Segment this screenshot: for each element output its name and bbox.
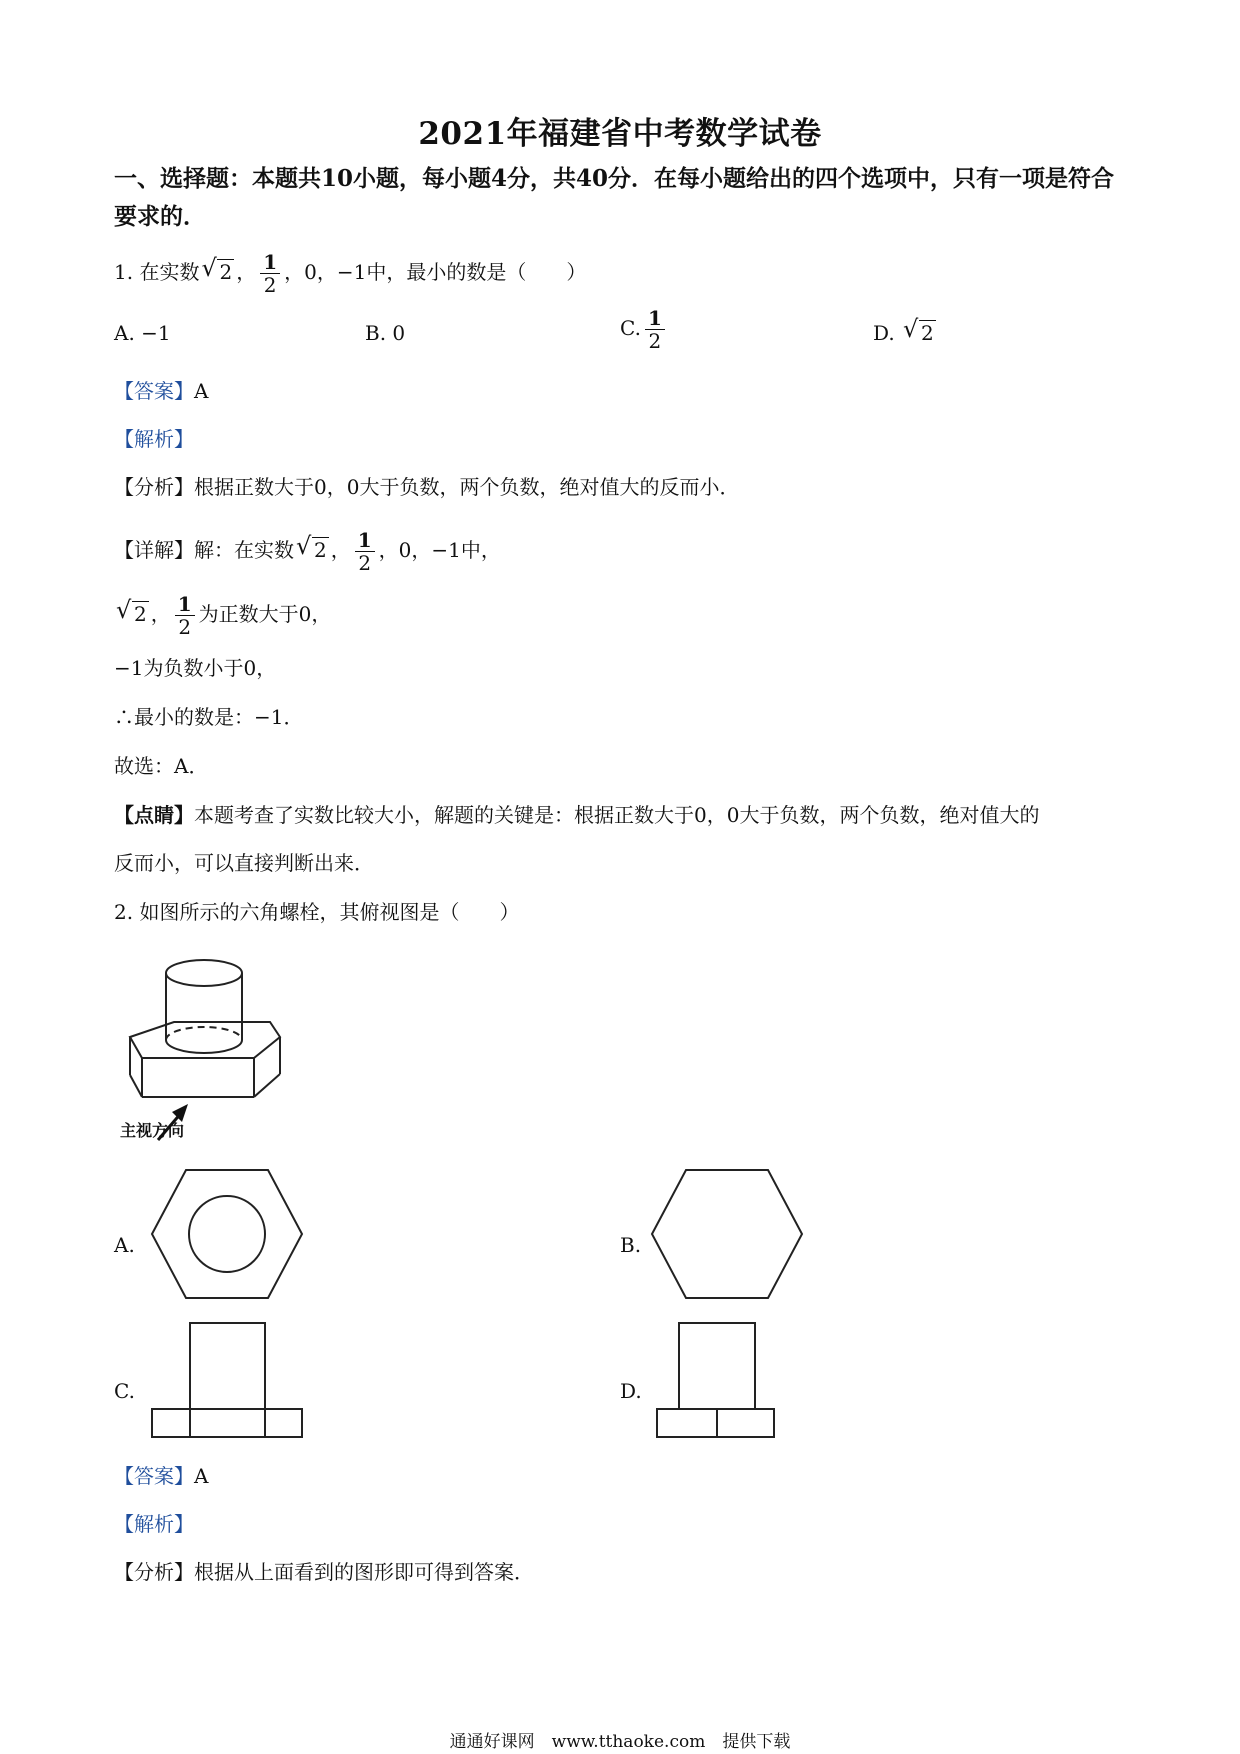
q2-answer: 【答案】A — [114, 1464, 209, 1488]
q1-stem: 1. 在实数 √ 2 ， $\frac{1}{2}$ ，0，−1中，最小的数是（ ） — [114, 250, 587, 297]
sqrt-expression: √ 2 — [116, 596, 147, 626]
option-d-side-view-icon — [655, 1320, 780, 1450]
q1-option-d: D. √ 2 — [873, 318, 938, 348]
q1-line-min: ∴最小的数是：−1． — [114, 705, 304, 729]
q2-fenxi: 【分析】根据从上面看到的图形即可得到答案． — [114, 1560, 534, 1584]
fraction-one-half: $\frac{1}{2}$ — [175, 593, 195, 638]
page-footer: 通通好课网 www.tthaoke.com 提供下载 — [449, 1732, 791, 1752]
q1-line-choose: 故选：A． — [114, 754, 209, 778]
q1-option-b: B. 0 — [365, 321, 406, 345]
sqrt-expression: √ 2 — [296, 532, 327, 562]
q2-option-d-label: D. — [620, 1379, 642, 1403]
q2-option-c-label: C. — [114, 1379, 135, 1403]
q1-option-a: A. −1 — [114, 321, 171, 345]
q1-fenxi: 【分析】根据正数大于0，0大于负数，两个负数，绝对值大的反而小． — [114, 475, 740, 499]
section-heading: 一、选择题：本题共10小题，每小题4分，共40分．在每小题给出的四个选项中，只有一项是符合要求的． — [114, 165, 1115, 230]
q1-line-positive: √ 2 ， $\frac{1}{2}$ 为正数大于0， — [116, 592, 332, 639]
option-a-hexagon-circle-icon — [150, 1168, 306, 1302]
fraction-one-half: $\frac{1}{2}$ — [260, 251, 280, 296]
fraction-one-half: $\frac{1}{2}$ — [355, 529, 375, 574]
page-title: 2021年福建省中考数学试卷 — [418, 116, 822, 152]
option-c-front-view-icon — [150, 1320, 306, 1450]
q1-answer: 【答案】A — [114, 379, 209, 403]
q1-stem-suffix: ，0，−1中，最小的数是（ ） — [284, 260, 587, 284]
sqrt-expression: √ 2 — [903, 315, 934, 345]
q2-stem: 2. 如图所示的六角螺栓，其俯视图是（ ） — [114, 900, 520, 924]
fraction-one-half: $\frac{1}{2}$ — [645, 307, 665, 352]
q2-option-a-label: A. — [114, 1233, 135, 1257]
q1-line-negative: −1为负数小于0， — [114, 656, 277, 680]
q2-option-b-label: B. — [620, 1233, 642, 1257]
q1-xiangjie: 【详解】解：在实数 √ 2 ， $\frac{1}{2}$ ，0，−1中， — [114, 528, 501, 575]
q2-analysis-tag: 【解析】 — [114, 1512, 194, 1536]
figure-caption: 主视方向 — [120, 1121, 185, 1140]
answer-tag: 【答案】 — [114, 379, 194, 403]
answer-tag: 【答案】 — [114, 1464, 194, 1488]
q1-dianjing: 【点睛】本题考查了实数比较大小，解题的关键是：根据正数大于0，0大于负数，两个负数，绝对值大的 — [114, 803, 1040, 827]
q1-option-c: C. $\frac{1}{2}$ — [620, 307, 669, 352]
sqrt-expression: √ 2 — [201, 254, 233, 284]
q1-dianjing-cont: 反而小，可以直接判断出来． — [114, 851, 374, 875]
q1-analysis-tag: 【解析】 — [114, 427, 194, 451]
q1-stem-prefix: 1. 在实数 — [114, 260, 200, 284]
option-b-hexagon-icon — [650, 1168, 806, 1302]
